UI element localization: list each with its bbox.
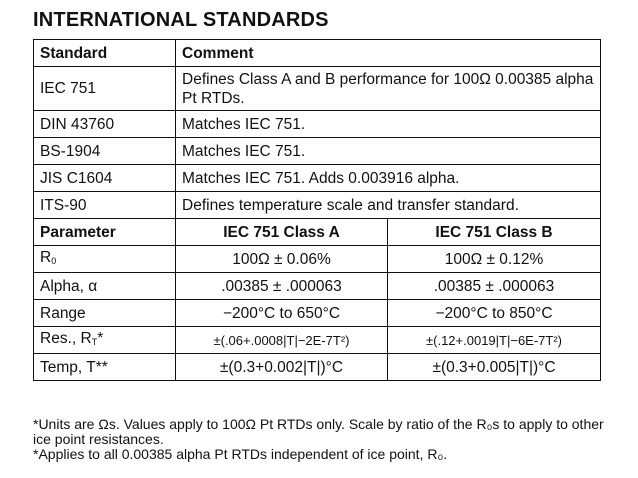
table-header-row: [34, 40, 601, 67]
table-row: [34, 138, 601, 165]
table-row: [34, 67, 601, 111]
table-row: [34, 354, 601, 381]
param-header-row: [34, 219, 601, 246]
table-row: [34, 273, 601, 300]
param-class-a: ±(0.3+0.002|T|)°C: [176, 354, 388, 381]
table-row: [34, 192, 601, 219]
header-standard: Standard: [34, 40, 176, 67]
header-class-b: IEC 751 Class B: [388, 219, 601, 246]
standard-name: JIS C1604: [34, 165, 176, 192]
param-class-b: .00385 ± .000063: [388, 273, 601, 300]
param-name: Temp, T**: [34, 354, 176, 381]
param-class-a: .00385 ± .000063: [176, 273, 388, 300]
footnote-alpha: *Applies to all 0.00385 alpha Pt RTDs independent of ice point, R₀.: [33, 446, 448, 462]
page-title: INTERNATIONAL STANDARDS: [33, 9, 329, 31]
header-parameter: Parameter: [34, 219, 176, 246]
standard-comment: Defines Class A and B performance for 100Ω 0.00385 alpha Pt RTDs.: [176, 67, 601, 111]
param-class-b: −200°C to 850°C: [388, 300, 601, 327]
param-class-a: 100Ω ± 0.06%: [176, 246, 388, 273]
table-row: [34, 165, 601, 192]
standards-table: [33, 39, 601, 381]
param-name: $R_0$: [34, 246, 176, 273]
table-row: [34, 327, 601, 354]
param-name: Range: [34, 300, 176, 327]
param-class-b: ±(.12+.0019|T|−6E-7T²): [388, 327, 601, 354]
standard-comment: Matches IEC 751.: [176, 138, 601, 165]
standard-name: DIN 43760: [34, 111, 176, 138]
table-row: [34, 300, 601, 327]
param-name: Res., $R_T*$: [34, 327, 176, 354]
header-class-a: IEC 751 Class A: [176, 219, 388, 246]
footnote-units: *Units are Ωs. Values apply to 100Ω Pt RTDs only. Scale by ratio of the R₀s to apply to other ice point resistances.: [33, 416, 604, 447]
standard-name: BS-1904: [34, 138, 176, 165]
standard-name: IEC 751: [34, 67, 176, 111]
standard-comment: Defines temperature scale and transfer standard.: [176, 192, 601, 219]
param-class-a: ±(.06+.0008|T|−2E-7T²): [176, 327, 388, 354]
standard-comment: Matches IEC 751.: [176, 111, 601, 138]
table-row: [34, 246, 601, 273]
param-name: Alpha, α: [34, 273, 176, 300]
param-class-b: ±(0.3+0.005|T|)°C: [388, 354, 601, 381]
param-class-b: 100Ω ± 0.12%: [388, 246, 601, 273]
header-comment: Comment: [176, 40, 601, 67]
param-class-a: −200°C to 650°C: [176, 300, 388, 327]
standard-comment: Matches IEC 751. Adds 0.003916 alpha.: [176, 165, 601, 192]
standard-name: ITS-90: [34, 192, 176, 219]
table-row: [34, 111, 601, 138]
